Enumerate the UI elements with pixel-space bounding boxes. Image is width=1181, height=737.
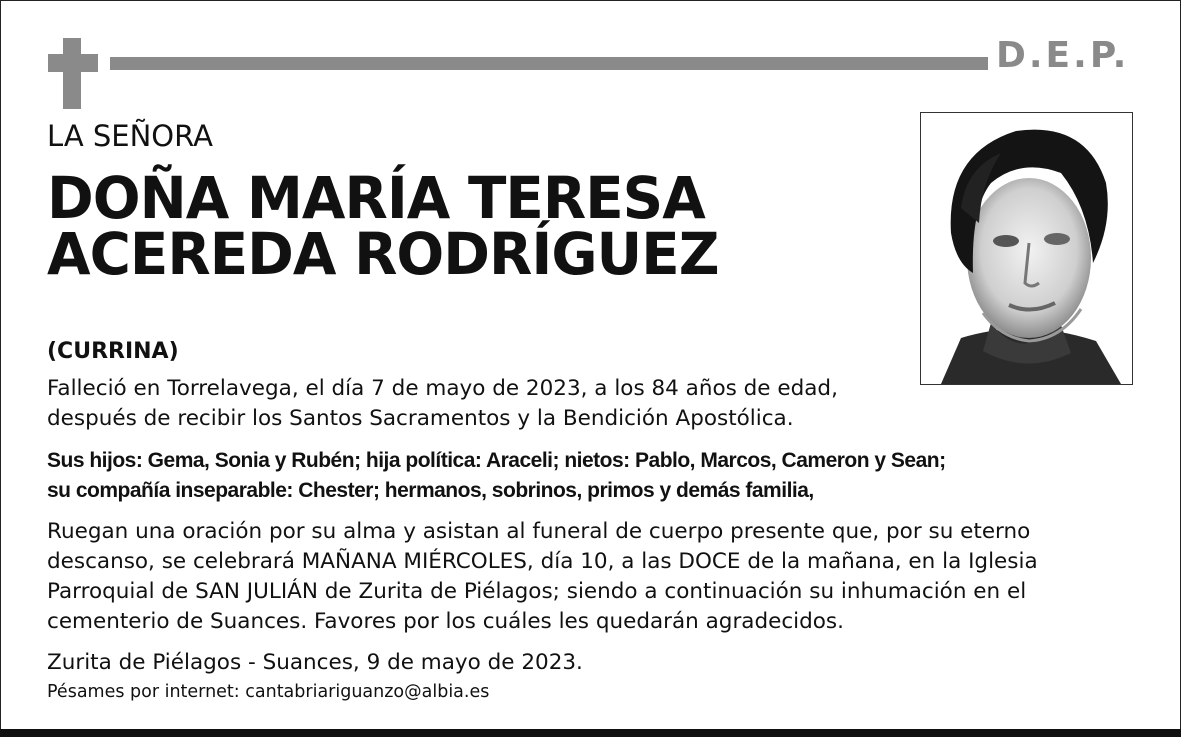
condolences-email: Pésames por internet: cantabriariguanzo@albia.es xyxy=(47,682,490,702)
name-line-1: DOÑA MARÍA TERESA xyxy=(47,164,705,232)
place-date: Zurita de Piélagos - Suances, 9 de mayo de 2023. xyxy=(47,650,583,675)
funeral-line: descanso, se celebrará MAÑANA MIÉRCOLES, día 10, a las DOCE de la mañana, en la Iglesia xyxy=(47,549,1038,574)
deceased-name xyxy=(47,164,719,288)
title-prefix: LA SEÑORA xyxy=(47,119,213,153)
portrait-photo xyxy=(920,112,1133,385)
name-line-2: ACEREDA RODRÍGUEZ xyxy=(47,220,719,288)
family-list xyxy=(47,446,946,506)
death-details-line: Falleció en Torrelavega, el día 7 de mayo de 2023, a los 84 años de edad, xyxy=(47,376,838,401)
bottom-rule xyxy=(0,729,1181,737)
funeral-line: Ruegan una oración por su alma y asistan al funeral de cuerpo presente que, por su eterno xyxy=(47,519,1031,544)
death-details xyxy=(47,374,838,434)
family-line: Sus hijos: Gema, Sonia y Rubén; hija política: Araceli; nietos: Pablo, Marcos, Cameron y Sean; xyxy=(47,449,946,472)
funeral-details xyxy=(47,517,1038,637)
death-details-line: después de recibir los Santos Sacramentos y la Bendición Apostólica. xyxy=(47,406,794,431)
cross-icon xyxy=(63,38,81,109)
nickname: (CURRINA) xyxy=(47,339,179,364)
dep-mark: D.E.P. xyxy=(996,35,1130,76)
family-line: su compañía inseparable: Chester; hermanos, sobrinos, primos y demás familia, xyxy=(47,479,814,502)
header-rule xyxy=(110,57,988,70)
portrait-image xyxy=(921,113,1132,384)
cross-icon-arm xyxy=(48,54,98,72)
funeral-line: Parroquial de SAN JULIÁN de Zurita de Piélagos; siendo a continuación su inhumación en el xyxy=(47,579,1027,604)
funeral-line: cementerio de Suances. Favores por los cuáles les quedarán agradecidos. xyxy=(47,609,844,634)
